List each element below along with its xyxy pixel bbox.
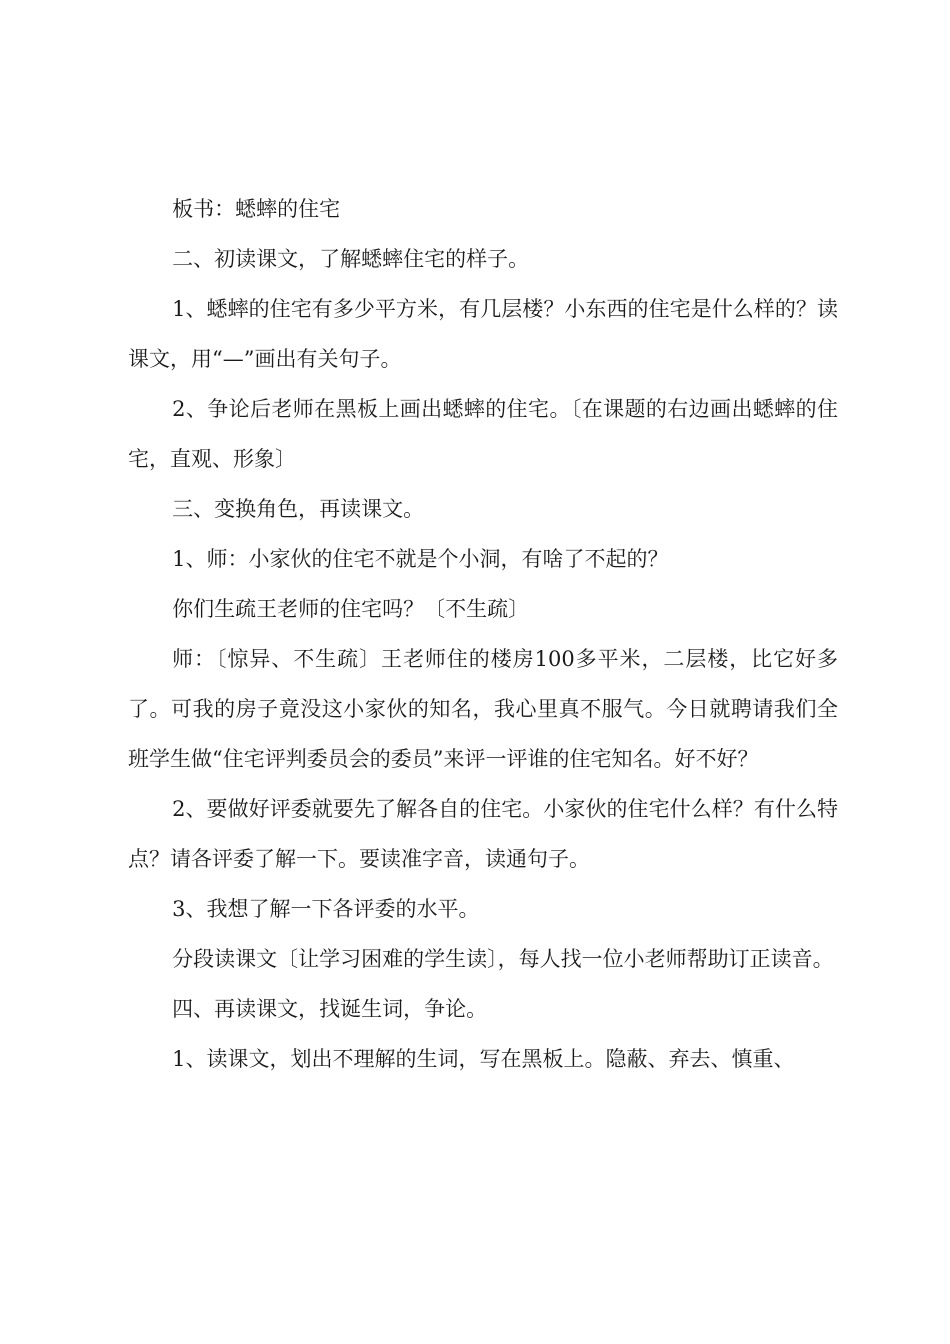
paragraph-section-three-heading: 三、变换角色，再读课文。 xyxy=(172,497,425,521)
paragraph-section-two-heading: 二、初读课文，了解蟋蟀住宅的样子。 xyxy=(172,247,530,271)
paragraph-section-four-heading: 四、再读课文，找诞生词，争论。 xyxy=(172,997,488,1021)
paragraph-item-2-draw-house: 2、争论后老师在黑板上画出蟋蟀的住宅。〔在课题的右边画出蟋蟀的住宅，直观、形象〕 xyxy=(128,397,838,471)
paragraph-item-1-new-words: 1、读课文，划出不理解的生词，写在黑板上。隐蔽、弃去、慎重、 xyxy=(172,1047,795,1071)
paragraph-teacher-house-comparison: 师：〔惊异、不生疏〕王老师住的楼房100多平米，二层楼，比它好多了。可我的房子竟没这小家伙的知名，我心里真不服气。今日就聘请我们全班学生做“住宅评判委员会的委员”来评一评谁的住宅知名。好不好？ xyxy=(128,647,838,771)
paragraph-item-2-judges: 2、要做好评委就要先了解各自的住宅。小家伙的住宅什么样？有什么特点？请各评委了解一下。要读准字音，读通句子。 xyxy=(128,797,838,871)
paragraph-item-3-judge-level: 3、我想了解一下各评委的水平。 xyxy=(172,897,480,921)
document-body xyxy=(128,184,838,1084)
paragraph-blackboard-title: 板书：蟋蟀的住宅 xyxy=(172,197,341,221)
paragraph-item-1-teacher-question: 1、师：小家伙的住宅不就是个小洞，有啥了不起的？ xyxy=(172,547,669,571)
paragraph-familiar-question: 你们生疏王老师的住宅吗？〔不生疏〕 xyxy=(172,597,530,621)
paragraph-segment-reading: 分段读课文〔让学习困难的学生读〕，每人找一位小老师帮助订正读音。 xyxy=(172,947,834,971)
paragraph-item-1-house-size: 1、蟋蟀的住宅有多少平方米，有几层楼？小东西的住宅是什么样的？读课文，用“—”画出有关句子。 xyxy=(128,297,838,371)
